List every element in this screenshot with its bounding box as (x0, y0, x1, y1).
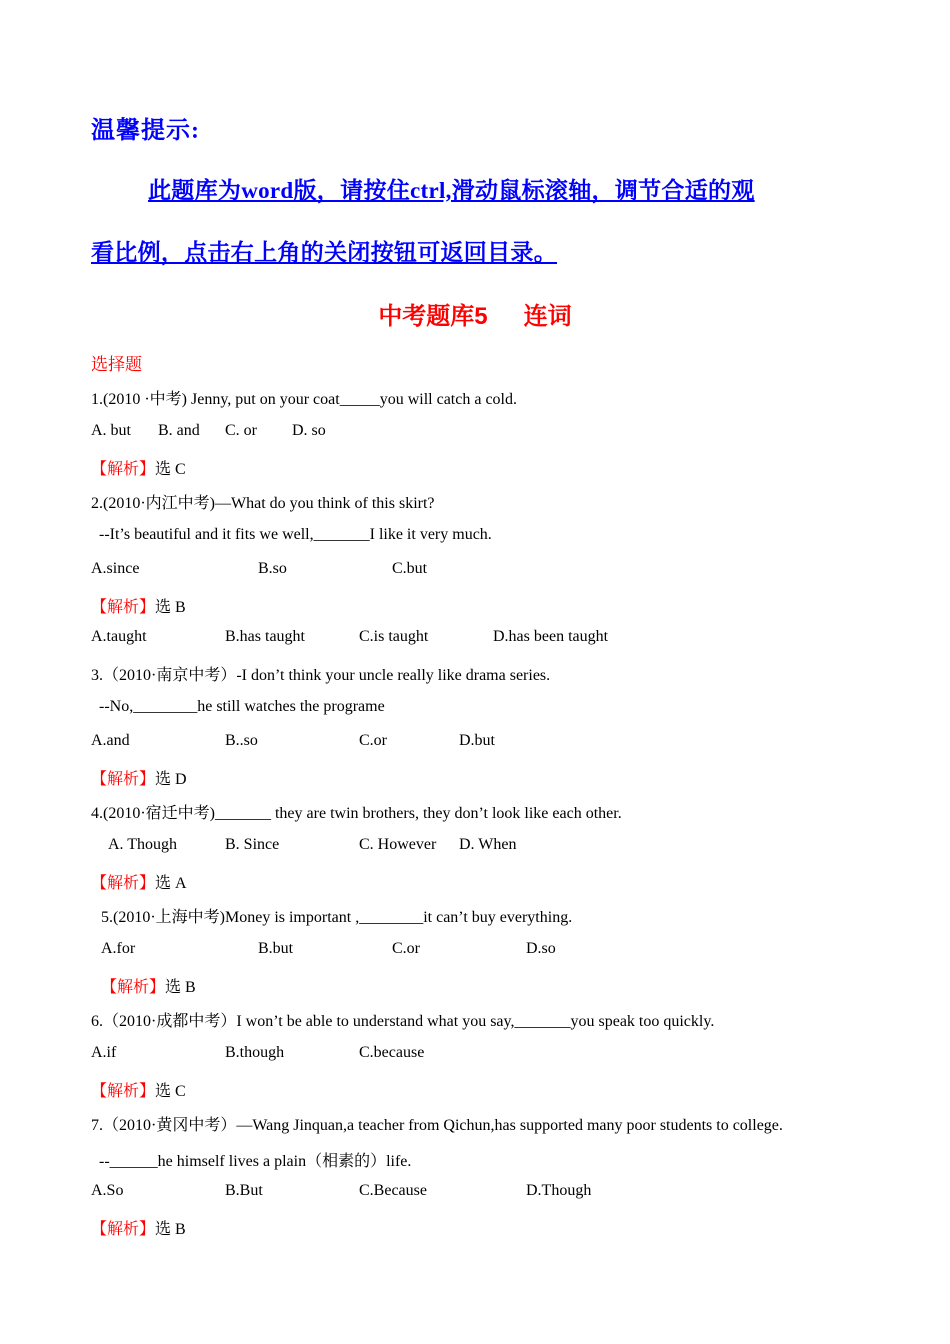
question-extra-options (91, 628, 691, 650)
question-2-stem-line-2: --It’s beautiful and it fits we well,_______I like it very much. (91, 526, 492, 543)
option-b: B. Since (225, 836, 280, 853)
answer-text: 选 C (155, 461, 186, 478)
option-c: C.but (392, 560, 428, 577)
option-b: B.so (258, 560, 287, 577)
option-a: A.if (91, 1044, 117, 1061)
option-b: B.but (258, 940, 294, 957)
question-3-options (91, 732, 591, 754)
answer-tag: 【解析】 (91, 1083, 156, 1100)
question-3-answer (91, 766, 187, 789)
question-3-stem: 3.（2010·南京中考）-I don’t think your uncle really like drama series. (91, 667, 551, 684)
option-b: B.has taught (225, 628, 305, 645)
option-b: B. and (158, 422, 200, 439)
option-b: B.though (225, 1044, 285, 1061)
option-d: D.but (459, 732, 495, 749)
option-c: C. or (225, 422, 257, 439)
answer-text: 选 D (155, 771, 187, 788)
question-2-answer (91, 594, 186, 617)
question-4-answer (91, 870, 187, 893)
option-d: D.Though (526, 1182, 592, 1199)
answer-tag: 【解析】 (101, 979, 166, 996)
question-1-stem: 1.(2010 ·中考) Jenny, put on your coat_____you will catch a cold. (91, 391, 517, 408)
option-a: A.and (91, 732, 130, 749)
notice-line-1: 此题库为word版，请按住ctrl,滑动鼠标滚轴，调节合适的观 (148, 178, 755, 203)
question-7-stem-line-2: --______he himself lives a plain（相素的）life. (91, 1153, 412, 1170)
question-6-stem: 6.（2010·成都中考）I won’t be able to understand what you say,_______you speak too quickly. (91, 1013, 715, 1030)
question-5-stem: 5.(2010·上海中考)Money is important ,________it can’t buy everything. (101, 909, 573, 926)
answer-text: 选 C (155, 1083, 186, 1100)
notice-line-2: 看比例，点击右上角的关闭按钮可返回目录。 (91, 240, 557, 265)
question-7-answer (91, 1216, 186, 1239)
section-heading: 选择题 (91, 355, 142, 374)
question-7-stem: 7.（2010·黄冈中考）—Wang Jinquan,a teacher from Qichun,has supported many poor students to college. (91, 1117, 783, 1134)
document-title (0, 296, 950, 331)
question-6-options (91, 1044, 591, 1066)
answer-tag: 【解析】 (91, 875, 156, 892)
answer-text: 选 B (155, 599, 186, 616)
option-d: D.has been taught (493, 628, 609, 645)
question-4-options (108, 836, 608, 858)
question-1-answer (91, 456, 186, 479)
answer-tag: 【解析】 (91, 1221, 156, 1238)
option-b: B.But (225, 1182, 263, 1199)
question-1-options (91, 422, 491, 444)
answer-tag: 【解析】 (91, 461, 156, 478)
document-title-part-1: 中考题库5 (378, 303, 488, 330)
question-2-stem: 2.(2010·内江中考)—What do you think of this skirt? (91, 495, 435, 512)
option-a: A. Though (108, 836, 178, 853)
document-title-part-2: 连词 (523, 303, 572, 330)
answer-tag: 【解析】 (91, 771, 156, 788)
option-d: D.so (526, 940, 556, 957)
option-d: D. so (292, 422, 326, 439)
option-a: A.So (91, 1182, 124, 1199)
notice-title: 温馨提示: (91, 118, 200, 144)
option-b: B..so (225, 732, 258, 749)
question-5-options (101, 940, 601, 962)
option-c: C.or (359, 732, 387, 749)
question-3-stem-line-2: --No,________he still watches the programe (91, 698, 385, 715)
question-4-stem: 4.(2010·宿迁中考)_______ they are twin brothers, they don’t look like each other. (91, 805, 622, 822)
option-c: C. However (359, 836, 437, 853)
option-d: D. When (459, 836, 517, 853)
option-c: C.because (359, 1044, 425, 1061)
option-c: C.Because (359, 1182, 427, 1199)
option-a: A.taught (91, 628, 147, 645)
answer-text: 选 B (165, 979, 196, 996)
option-c: C.is taught (359, 628, 429, 645)
question-2-options (91, 560, 591, 582)
option-a: A.since (91, 560, 140, 577)
answer-text: 选 A (155, 875, 187, 892)
question-7-options (91, 1182, 691, 1204)
question-6-answer (91, 1078, 186, 1101)
answer-tag: 【解析】 (91, 599, 156, 616)
question-5-answer (101, 974, 196, 997)
answer-text: 选 B (155, 1221, 186, 1238)
option-a: A. but (91, 422, 131, 439)
option-a: A.for (101, 940, 136, 957)
option-c: C.or (392, 940, 420, 957)
